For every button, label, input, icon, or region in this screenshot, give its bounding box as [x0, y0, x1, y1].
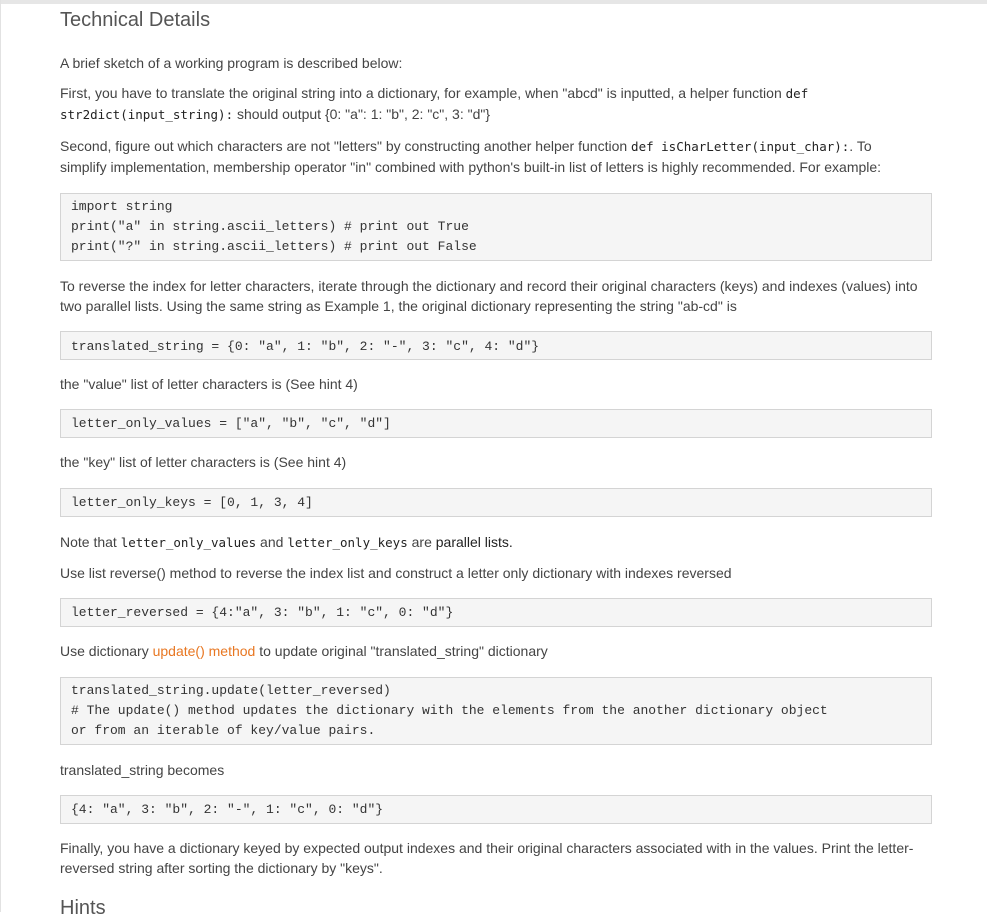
note-parallel: parallel lists.: [435, 534, 513, 550]
reverse-index-text: [60, 276, 932, 316]
code-block-translated-string: translated_string = {0: "a", 1: "b", 2: "-", 3: "c", 4: "d"}: [60, 331, 932, 360]
code-block-letter-keys: letter_only_keys = [0, 1, 3, 4]: [60, 488, 932, 517]
final-line1: Finally, you have a dictionary keyed by expected output indexes and their original characters associated with in the values. Print the letter-: [60, 840, 914, 856]
code-letter-only-values: letter_only_values: [120, 535, 257, 550]
code-line: print("?" in string.ascii_letters) # print out False: [71, 239, 477, 254]
note-prefix: Note that: [60, 534, 121, 550]
second-step-text-b: . To: [849, 138, 872, 154]
note-and: and: [256, 534, 288, 550]
update-method-link[interactable]: update() method: [152, 643, 256, 659]
becomes-text: translated_string becomes: [60, 762, 225, 778]
note-are: are: [407, 534, 436, 550]
code-line: print("a" in string.ascii_letters) # print out True: [71, 219, 469, 234]
second-step-text-a: Second, figure out which characters are not "letters" by constructing another helper function: [60, 138, 632, 154]
code-block-letter-reversed: letter_reversed = {4:"a", 3: "b", 1: "c", 0: "d"}: [60, 598, 932, 627]
first-step-text-a: First, you have to translate the original string into a dictionary, for example, when "abcd" is inputted, a helper function: [60, 85, 786, 101]
code-line: translated_string.update(letter_reversed): [71, 683, 391, 698]
final-line2: reversed string after sorting the dictionary by "keys".: [60, 860, 383, 876]
first-step-text: [60, 83, 932, 125]
code-def: def: [785, 86, 809, 101]
second-step-line2: simplify implementation, membership operator "in" combined with python's built-in list of letters is highly recommended. For example:: [60, 159, 882, 175]
update-prefix: Use dictionary: [60, 643, 153, 659]
code-block-update: [60, 677, 932, 745]
code-line: import string: [71, 199, 173, 214]
update-text: [60, 641, 932, 661]
code-str2dict: str2dict(input_string):: [60, 107, 234, 122]
hints-heading: Hints: [60, 897, 106, 919]
code-letter-only-keys: letter_only_keys: [287, 535, 408, 550]
code-ischarletter: def isCharLetter(input_char):: [631, 139, 850, 154]
technical-details-section: [60, 7, 932, 921]
use-reverse-text: Use list reverse() method to reverse the index list and construct a letter only dictionary with indexes reversed: [60, 565, 732, 581]
code-line: # The update() method updates the dictionary with the elements from the another dictionary object: [71, 703, 828, 718]
left-border: [0, 0, 1, 912]
key-list-text: the "key" list of letter characters is (See hint 4): [60, 454, 347, 470]
final-text: [60, 838, 932, 878]
intro-text: A brief sketch of a working program is described below:: [60, 55, 403, 71]
first-step-text-b: should output {0: "a": 1: "b", 2: "c", 3: "d"}: [233, 106, 491, 122]
top-border: [0, 0, 987, 4]
value-list-text: the "value" list of letter characters is (See hint 4): [60, 376, 358, 392]
code-block-string-check: [60, 193, 932, 261]
code-block-result: {4: "a", 3: "b", 2: "-", 1: "c", 0: "d"}: [60, 795, 932, 824]
second-step-text: [60, 136, 932, 177]
reverse-index-line1: To reverse the index for letter characters, iterate through the dictionary and record their original characters (keys) and indexes (values) into: [60, 278, 918, 294]
reverse-index-line2: two parallel lists. Using the same string as Example 1, the original dictionary representing the string "ab-cd" is: [60, 298, 737, 314]
update-suffix: to update original "translated_string" dictionary: [255, 643, 548, 659]
code-line: or from an iterable of key/value pairs.: [71, 723, 376, 738]
code-block-letter-values: letter_only_values = ["a", "b", "c", "d"]: [60, 409, 932, 438]
parallel-note: [60, 532, 932, 553]
section-title: Technical Details: [60, 9, 211, 31]
